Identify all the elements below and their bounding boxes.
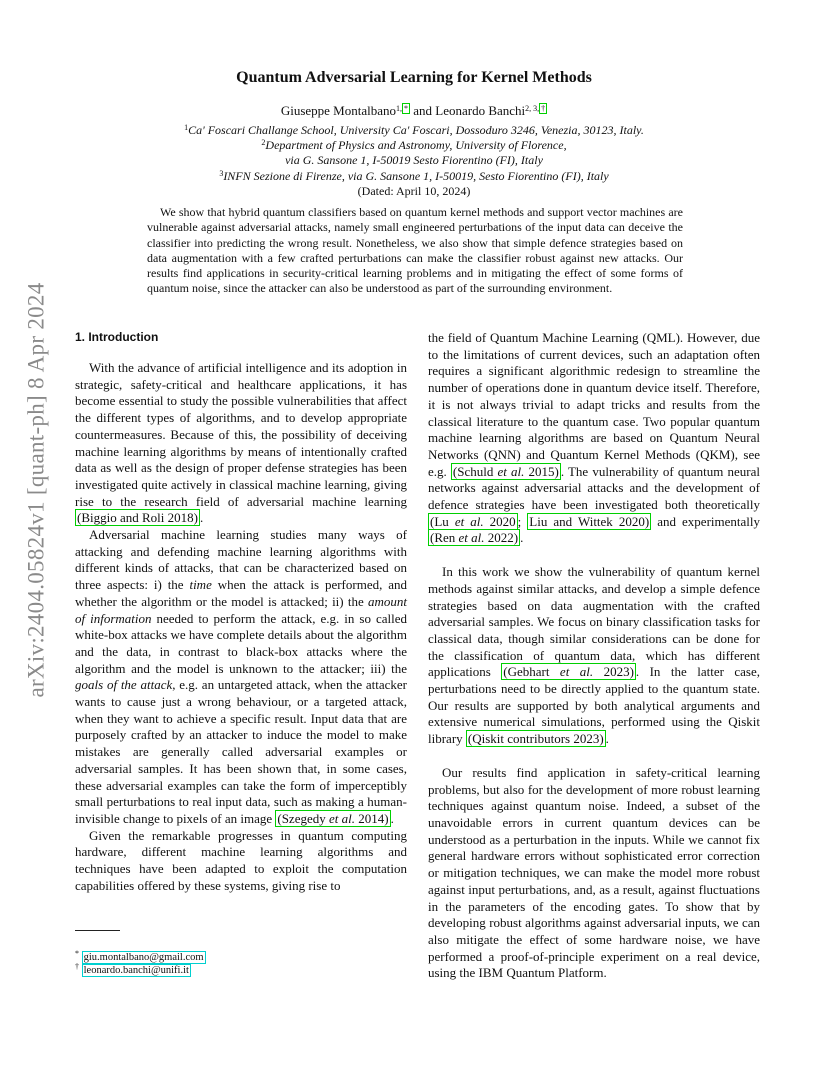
citation-qiskit[interactable]: (Qiskit contributors 2023): [467, 731, 604, 747]
email-link-2[interactable]: leonardo.banchi@unifi.it: [83, 965, 189, 976]
intro-paragraph-4: In this work we show the vulnerability of quantum kernel methods against similar attacks, and develop a simple defence strategies based on data augmentation with the crafted adversarial samples. We focus on binary classification tasks for classical data, though similar considerations can be done for the classification of quantum data, which has different applications (Gebhart et al. 2023) . In the latter case, perturbations need to be directly applied to the quantum state. Our results are supported by both analytical arguments and extensive numerical simulations, performed using the Qiskit library (Qiskit contributors 2023) .: [428, 564, 760, 747]
affiliation-2: $^2$Department of Physics and Astronomy, University of Florence,: [261, 138, 567, 153]
affiliation-1: $^1$Ca' Foscari Challange School, University Ca' Foscari, Dossoduro 3246, Venezia, 30123, Italy.: [184, 123, 644, 137]
citation-liu-wittek[interactable]: Liu and Wittek 2020): [529, 513, 650, 529]
footnote-1: * giu.montalbano@gmail.com: [75, 949, 204, 963]
footnote-rule: [75, 930, 120, 931]
right-column: [428, 330, 760, 982]
footnote-link-2[interactable]: †: [541, 104, 546, 113]
citation-szegedy[interactable]: (Szegedy et al. 2014): [277, 810, 389, 826]
arxiv-identifier-text: arXiv:2404.05824v1 [quant-ph] 8 Apr 2024: [24, 282, 49, 698]
author-1-affiliation: 1, *: [396, 104, 408, 113]
intro-paragraph-1: With the advance of artificial intelligence and its adoption in strategic, safety-critical and healthcare applications, it has become essential to study the possible vulnerabilities that affect the different types of algorithms, and to develop appropriate countermeasures. Because of this, the possibility of deceiving machine learning algorithms by means of intentionally crafted data as well as the design of proper defense strategies has been investigated quite actively in classical machine learning, giving rise to the research field of adversarial machine learning (Biggio and Roli 2018) .: [75, 360, 407, 526]
footnotes: [75, 951, 206, 977]
affiliation-3: $^3$INFN Sezione di Firenze, via G. Sansone 1, I-50019, Sesto Fiorentino (FI), Italy: [219, 168, 609, 183]
intro-paragraph-2: Adversarial machine learning studies many ways of attacking and defending machine learning algorithms with different kinds of attacks, that can be characterized based on three aspects: i) the time when the attack is performed, and whether the algorithm or the model is attacked; ii) the amount of information needed to perform the attack, e.g. in so called white-box attacks we have complete details about the algorithm and the data, in contrast to black-box attacks where the algorithm and the model is unknown to the attacker; iii) the goals of the attack, e.g. an untargeted attack, when the attacker wants to cause just a wrong behaviour, or a targeted attack, when they want to achieve a specific result. Input data that are purposely crafted by an attacker to induce the model to make mistakes are generally called adversarial examples or adversarial samples. It has been shown that, in some cases, these adversarial examples can take the form of imperceptibly small perturbations to real input data, such as making a human-invisible change to pixels of an image (Szegedy et al. 2014) .: [75, 527, 408, 826]
date-line: (Dated: April 10, 2024): [357, 183, 471, 198]
author-2: Leonardo Banchi: [435, 103, 526, 118]
author-conjunction: and: [410, 103, 436, 118]
affiliation-2-address: via G. Sansone 1, I-50019 Sesto Fiorentino (FI), Italy: [285, 153, 543, 168]
citation-biggio-roli[interactable]: (Biggio and Roli 2018): [77, 510, 198, 526]
author-line: [0, 103, 828, 119]
citation-gebhart[interactable]: (Gebhart et al. 2023): [503, 664, 634, 680]
author-2-affiliation: 2, 3, †: [525, 104, 546, 113]
paper-title: Quantum Adversarial Learning for Kernel Methods: [236, 69, 592, 86]
left-column: [75, 360, 407, 895]
abstract: We show that hybrid quantum classifiers based on quantum kernel methods and support vector machines are vulnerable against adversarial attacks, namely small engineered perturbations of the input data can deceive the classifier into predicting the wrong result. Nonetheless, we also show that simple defence strategies based on data augmentation with a few crafted perturbations can make the classifier robust against new attacks. Our results find applications in security-critical learning problems and in mitigating the effect of some forms of quantum noise, since the attacker can also be understood as part of the surrounding environment.: [147, 205, 683, 296]
footnote-2: † leonardo.banchi@unifi.it: [75, 962, 189, 976]
citation-schuld[interactable]: (Schuld et al. 2015): [452, 463, 559, 479]
citation-ren[interactable]: (Ren et al. 2022): [430, 530, 519, 546]
footnote-link-1[interactable]: *: [404, 104, 408, 113]
author-1: Giuseppe Montalbano: [280, 103, 396, 118]
email-link-1[interactable]: giu.montalbano@gmail.com: [83, 952, 204, 963]
section-heading-introduction: 1. Introduction: [75, 330, 159, 344]
citation-lu[interactable]: (Lu et al. 2020: [430, 513, 516, 529]
intro-paragraph-3: Given the remarkable progresses in quantum computing hardware, different machine learning algorithms and techniques have been adapted to exploit the computation capabilities offered by these systems, giving rise to: [75, 827, 407, 893]
intro-paragraph-5: Our results find application in safety-critical learning problems, but also for the development of more robust learning techniques against quantum noise. Indeed, a subset of the unavoidable errors in current quantum devices can be understood as a perturbation in the inputs. While we cannot fix general hardware errors without sophisticated error correction or mitigation techniques, we can make the model more robust against input perturbations, and, as a result, against fluctuations in the parameters of the encoding gates. To show that by developing robust algorithms against adversarial inputs, we can also mitigate the effect of some hardware noise, we have performed a proof-of-principle experiment on a real device, using the IBM Quantum Platform.: [428, 764, 760, 981]
affiliations: [0, 123, 828, 199]
intro-paragraph-3-continued: the field of Quantum Machine Learning (QML). However, due to the limitations of current devices, such an adaptation often requires a significant algorithmic redesign to streamline the number of operations done in quantum device itself. Therefore, it is not always trivial to adapt tricks and results from the classical literature to the quantum case. Two popular quantum machine learning algorithms are based on Quantum Neural Networks (QNN) and Quantum Kernel Methods (QKM), see e.g. (Schuld et al. 2015) . The vulnerability of quantum neural networks against adversarial attacks and the development of defence strategies have been investigated both theoretically (Lu et al. 2020 ; Liu and Wittek 2020) and experimentally (Ren et al. 2022) .: [428, 330, 760, 546]
arxiv-identifier: [22, 282, 52, 698]
